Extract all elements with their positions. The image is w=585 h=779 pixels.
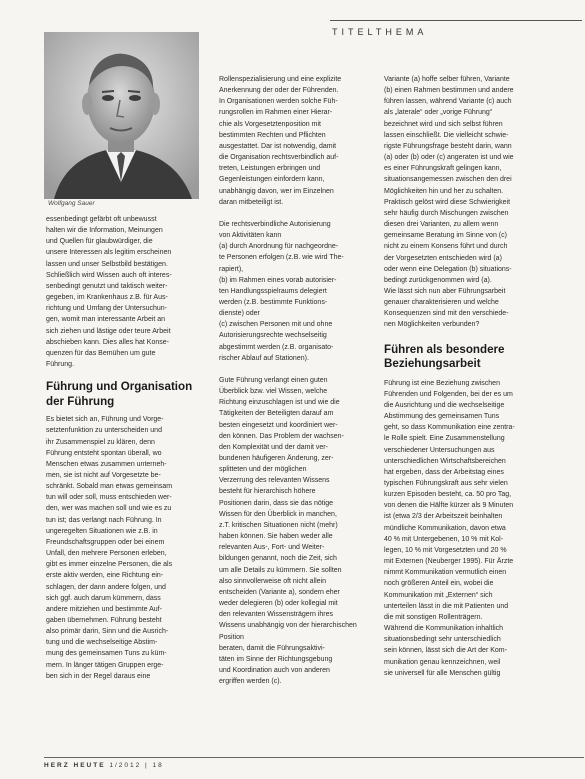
- author-photo: [44, 32, 199, 199]
- section-title: TITELTHEMA: [332, 27, 428, 37]
- column-1: [46, 214, 208, 682]
- paragraph: Führung ist eine Beziehung zwischen Führenden und Folgenden, bei der es um die Ausrichtung und die wechselseitige Abstimmung des gemeinsamen Tuns geht, so dass Kommunikation eine zentra- le Rolle spielt. Eine Zusammenstellung verschiedener Untersuchungen aus unterschiedlichen Wirtschaftsbereichen hat ergeben, dass der Arbeitstag eines typischen Führungskraft aus sehr vielen kurzen Episoden besteht, ca. 50 pro Tag, von denen die Hälfte kürzer als 9 Minuten ist (etwa 2/3 der Arbeitszeit beinhalten mündliche Kommunikation, davon etwa 40 % mit Untergebenen, 10 % mit Kol- legen, 10 % mit Vorgesetzten und 20 % mit Externen (Neuberger 1995). Für Ärzte nimmt Kommunikation vermutlich einen noch größeren Anteil ein, wobei die Kommunikation mit „Externen“ sich unterteilen lässt in die mit Patienten und die mit sonstigen Rollenträgern. Während die Kommunikation inhaltlich situationsbedingt sehr unterschiedlich sein können, lässt sich die Art der Kom- munikation genau kennzeichnen, weil sie universell für alle Menschen gültig: [384, 379, 515, 677]
- header-rule: [330, 20, 582, 21]
- paragraph: Gute Führung verlangt einen guten Überblick bzw. viel Wissen, welche Richtung einzuschlagen ist und wie die Tätigkeiten der Beteiligten darauf am besten eingesetzt und koordiniert wer- den können. Das Problem der wachsen- den Komplexität und der damit ver- bundenen häufigeren Änderung, zer- splitteten und der möglichen Verzerrung des relevanten Wissens besteht für hierarchisch höhere Positionen darin, dass sie das nötige Wissen für den Überblick in manchen, z.T. kritischen Situationen nicht (mehr) haben können. Sie haben weder alle relevanten Aus-, Fort- und Weiter- bildungen genannt, noch die Zeit, sich um alle Details zu kümmern. Sie sollten also sinnvollerweise oft nicht allein entscheiden (Variante a), sondern eher weder delegieren (b) oder kollegial mit den relevanten Wissensträgern ihres Wissens unabhängig von der hierarchischen Position beraten, damit die Führungsaktivi- täten im Sinne der Richtungsgebung und Koordination auch von anderen ergriffen werden (c).: [219, 376, 357, 686]
- journal-name: HERZ HEUTE: [44, 762, 106, 769]
- photo-caption: Wolfgang Sauer: [48, 200, 95, 207]
- paragraph: Variante (a) hoffe selber führen, Variante (b) einen Rahmen bestimmen und andere führen lassen, während Variante (c) auch als „laterale“ oder „vorige Führung“ bezeichnet wird und sich selbst führen lassen einschließt. Die vielleicht schwie- rigste Führungsfrage besteht darin, wann (a) oder (b) oder (c) angeraten ist und wie es einer Führungskraft gelingen kann, situationsangemessen zwischen den drei Möglichkeiten hin und her zu schalten. Praktisch gelöst wird diese Schwierigkeit sehr häufig durch Mischungen zwischen diesen drei Varianten, zu allem wenn gemeinsame Beratung im Sinne von (c) nicht zu einem Konsens führt und durch der Vorgesetzten entschieden wird (a) oder wenn eine Delegation (b) situations- bedingt zurückgenommen wird (a). Wie lässt sich nun aber Führungsarbeit genauer charakterisieren und welche Konsequenzen sind mit den verschiede- nen Möglichkeiten verbunden?: [384, 76, 514, 329]
- section-heading: Führen als besondere Beziehungsarbeit: [384, 342, 505, 371]
- footer: [44, 762, 164, 769]
- footer-rule: [44, 757, 584, 758]
- paragraph: essenbedingt gefärbt oft unbewusst halten wir die Information, Meinungen und Quellen für glaubwürdiger, die unsere Interessen als legitim erscheinen lassen und unser Selbstbild bestätigen. Schließlich wird Wissen auch oft interes- senbedingt genutzt und taktisch weiter- gegeben, im Krankenhaus z.B. für Aus- richtung und Umfang der Untersuchun- gen, womit man interessante Arbeit an sich ziehen und lästige oder teure Arbeit abschieben kann. Dies alles hat Konse- quenzen für das Bemühen um gute Führung.: [46, 216, 172, 369]
- column-3: [384, 74, 552, 679]
- section-heading: Führung und Organisation der Führung: [46, 380, 193, 408]
- column-2: [219, 74, 379, 687]
- paragraph: Rollenspezialisierung und eine explizite Anerkennung der oder der Führenden. In Organisationen werden solche Füh- rungsrollen im Rahmen einer Hierar- chie als Vorgesetztenposition mit bestimmten Rechten und Pflichten ausgestattet. Dar ist notwendig, damit die Organisation rechtsverbindlich auf- treten, Leistungen erbringen und Gegenleistungen einfordern kann, unabhängig davon, wer im Einzelnen daran mitbeteiligt ist.: [219, 76, 342, 206]
- paragraph: Es bietet sich an, Führung und Vorge- setztenfunktion zu unterscheiden und ihr Zusammenspiel zu klären, denn Führung entsteht spontan überall, wo Menschen etwas zusammen unterneh- men, sie ist nicht auf Vorgesetzte be- schränkt. Sobald man etwas gemeinsam tun will oder soll, muss entschieden wer- den, wer was machen soll und wie es zu tun ist; das verlangt nach Führung. In ungeregelten Situationen wie z.B. in Freundschaftsgruppen oder bei einem Unfall, den mehrere Personen erleben, gibt es immer einzelne Personen, die als erste aktiv werden, eine Richtung ein- schlagen, der dann andere folgen, und sich ggf. auch darum kümmern, dass andere mitziehen und bestimmte Auf- gaben übernehmen. Führung besteht also primär darin, Sinn und die Ausrich- tung und die wechselseitige Abstim- mung des gemeinsamen Tuns zu küm- mern. In länger tätigen Gruppen erge- ben sich in der Regel daraus eine: [46, 416, 173, 680]
- paragraph: Die rechtsverbindliche Autorisierung von Aktivitäten kann (a) durch Anordnung für nachgeordne- te Personen erfolgen (z.B. wie wird The- rapiert), (b) im Rahmen eines vorab autorisier- ten Handlungsspielraums delegiert werden (z.B. bestimmte Funktions- dienste) oder (c) zwischen Personen mit und ohne Autorisierungsrechte wechselseitig abgestimmt werden (z.B. organisato- rischer Ablauf auf Stationen).: [219, 220, 344, 362]
- issue-info: 1/2012 | 18: [109, 762, 164, 769]
